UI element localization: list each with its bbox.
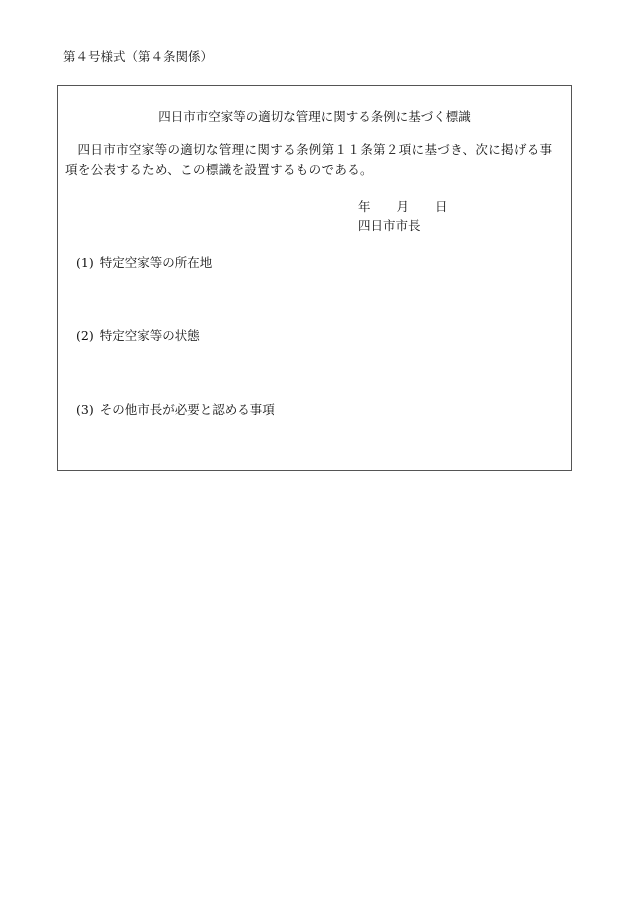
issuer-name: 四日市市長	[358, 218, 421, 233]
item-label: 特定空家等の状態	[99, 328, 200, 343]
sign-title: 四日市市空家等の適切な管理に関する条例に基づく標識	[158, 109, 471, 124]
form-number: 第４号様式（第４条関係）	[63, 49, 214, 64]
item-number: (2)	[76, 328, 94, 343]
item-number: (3)	[76, 402, 94, 417]
month-label: 月	[396, 199, 410, 214]
item-location	[76, 253, 212, 271]
year-label: 年	[358, 199, 371, 214]
item-label: その他市長が必要と認める事項	[99, 402, 275, 417]
item-label: 特定空家等の所在地	[99, 255, 213, 270]
sign-body-text: 四日市市空家等の適切な管理に関する条例第１１条第２項に基づき、次に掲げる事項を公表するため、この標識を設置するものである。	[65, 142, 553, 177]
sign-frame	[57, 85, 572, 471]
item-condition	[76, 326, 200, 344]
date-line	[358, 197, 448, 215]
day-label: 日	[435, 199, 448, 214]
item-other-matters	[76, 400, 275, 418]
item-number: (1)	[76, 255, 94, 270]
